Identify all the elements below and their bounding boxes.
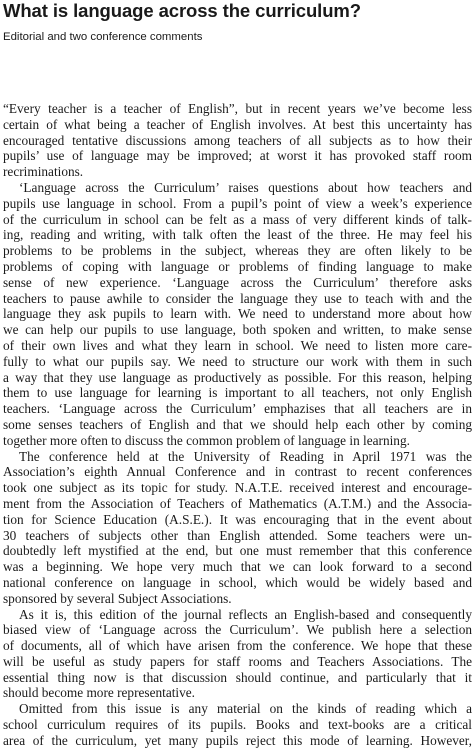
body-line: encouraged tentative discussions among teachers of all subjects as to how their [3,132,472,148]
body-line: language they ask pupils to learn with. We need to understand more about how [3,306,472,322]
body-line: As it is, this edition of the journal reflects an English-based and consequently [19,606,472,622]
body-line: problems of coping with language or problems of finding language to make [3,258,472,274]
body-line: school curriculum requires of its pupils. Books and text-books are a critical [3,717,472,733]
article-title: What is language across the curriculum? [3,0,361,21]
body-line: some senses teachers of English and that we should help each other by coming [3,416,472,432]
body-line: Association’s eighth Annual Conference and in contrast to recent conferences [3,464,472,480]
body-line: of the curriculum in school can be felt as a mass of very different kinds of talk- [3,211,472,227]
body-line: teachers to pause awhile to consider the language they use to teach with and the [3,290,472,306]
body-line: 30 teachers of subjects other than English attended. Some teachers were un- [3,527,472,543]
body-line: sponsored by several Subject Associations. [3,590,232,606]
body-line: pupils’ use of language may be improved; at worst it has provoked staff room [3,148,472,164]
body-line: ment from the Association of Teachers of Mathematics (A.T.M.) and the Associa- [3,495,472,511]
body-line: biased view of ‘Language across the Curriculum’. We publish here a selection [3,622,472,638]
body-line: of documents, all of which have arisen from the conference. We hope that these [3,638,472,654]
body-line: was a beginning. We hope very much that we can look forward to a second [3,559,472,575]
body-line: The conference held at the University of Reading in April 1971 was the [19,448,472,464]
article-body [3,101,472,749]
body-line: ‘Language across the Curriculum’ raises questions about how teachers and [19,179,472,195]
body-line: pupils use language in school. From a pupil’s point of view a week’s experience [3,195,472,211]
body-line: sense of new experience. ‘Language across the Curriculum’ therefore asks [3,274,472,290]
article-subtitle: Editorial and two conference comments [3,31,203,43]
body-line: we can help our pupils to use language, both spoken and written, to make sense [3,322,472,338]
body-line: a way that they use language as productively as possible. For this reason, helping [3,369,472,385]
body-line: problems to be problems in the subject, whereas they are often likely to be [3,243,472,259]
body-line: fully to what our pupils say. We need to structure our work with them in such [3,353,472,369]
body-line: of their own lives and what they learn in school. We need to listen more care- [3,337,472,353]
body-line: them to use language for learning is important to all teachers, not only English [3,385,472,401]
body-line: together more often to discuss the common problem of language in learning. [3,432,410,448]
body-line: teachers. ‘Language across the Curriculum’ emphazises that all teachers are in [3,401,472,417]
body-line: certain of what being a teacher of English involves. At best this uncertainty has [3,116,472,132]
body-line: area of the curriculum, yet many pupils reject this mode of learning. However, [3,732,472,748]
body-line: took one subject as its topic for study. N.A.T.E. received interest and encourage- [3,480,472,496]
body-line: ing, reading and writing, with talk often the least of the three. He may feel his [3,227,472,243]
body-line: will be useful as study papers for staff rooms and Teachers Associations. The [3,653,472,669]
body-line: essential thing now is that discussion should continue, and particularly that it [3,669,472,685]
body-line: doubtedly left mystified at the end, but one must remember that this conference [3,543,472,559]
body-line: “Every teacher is a teacher of English”, but in recent years we’ve become less [3,101,472,116]
body-line: recriminations. [3,164,84,180]
body-line: Omitted from this issue is any material on the kinds of reading which a [19,701,472,717]
body-line: should become more representative. [3,685,195,701]
body-line: tion for Science Education (A.S.E.). It was encouraging that in the event about [3,511,472,527]
body-line: national conference on language in school, which would be widely based and [3,574,472,590]
